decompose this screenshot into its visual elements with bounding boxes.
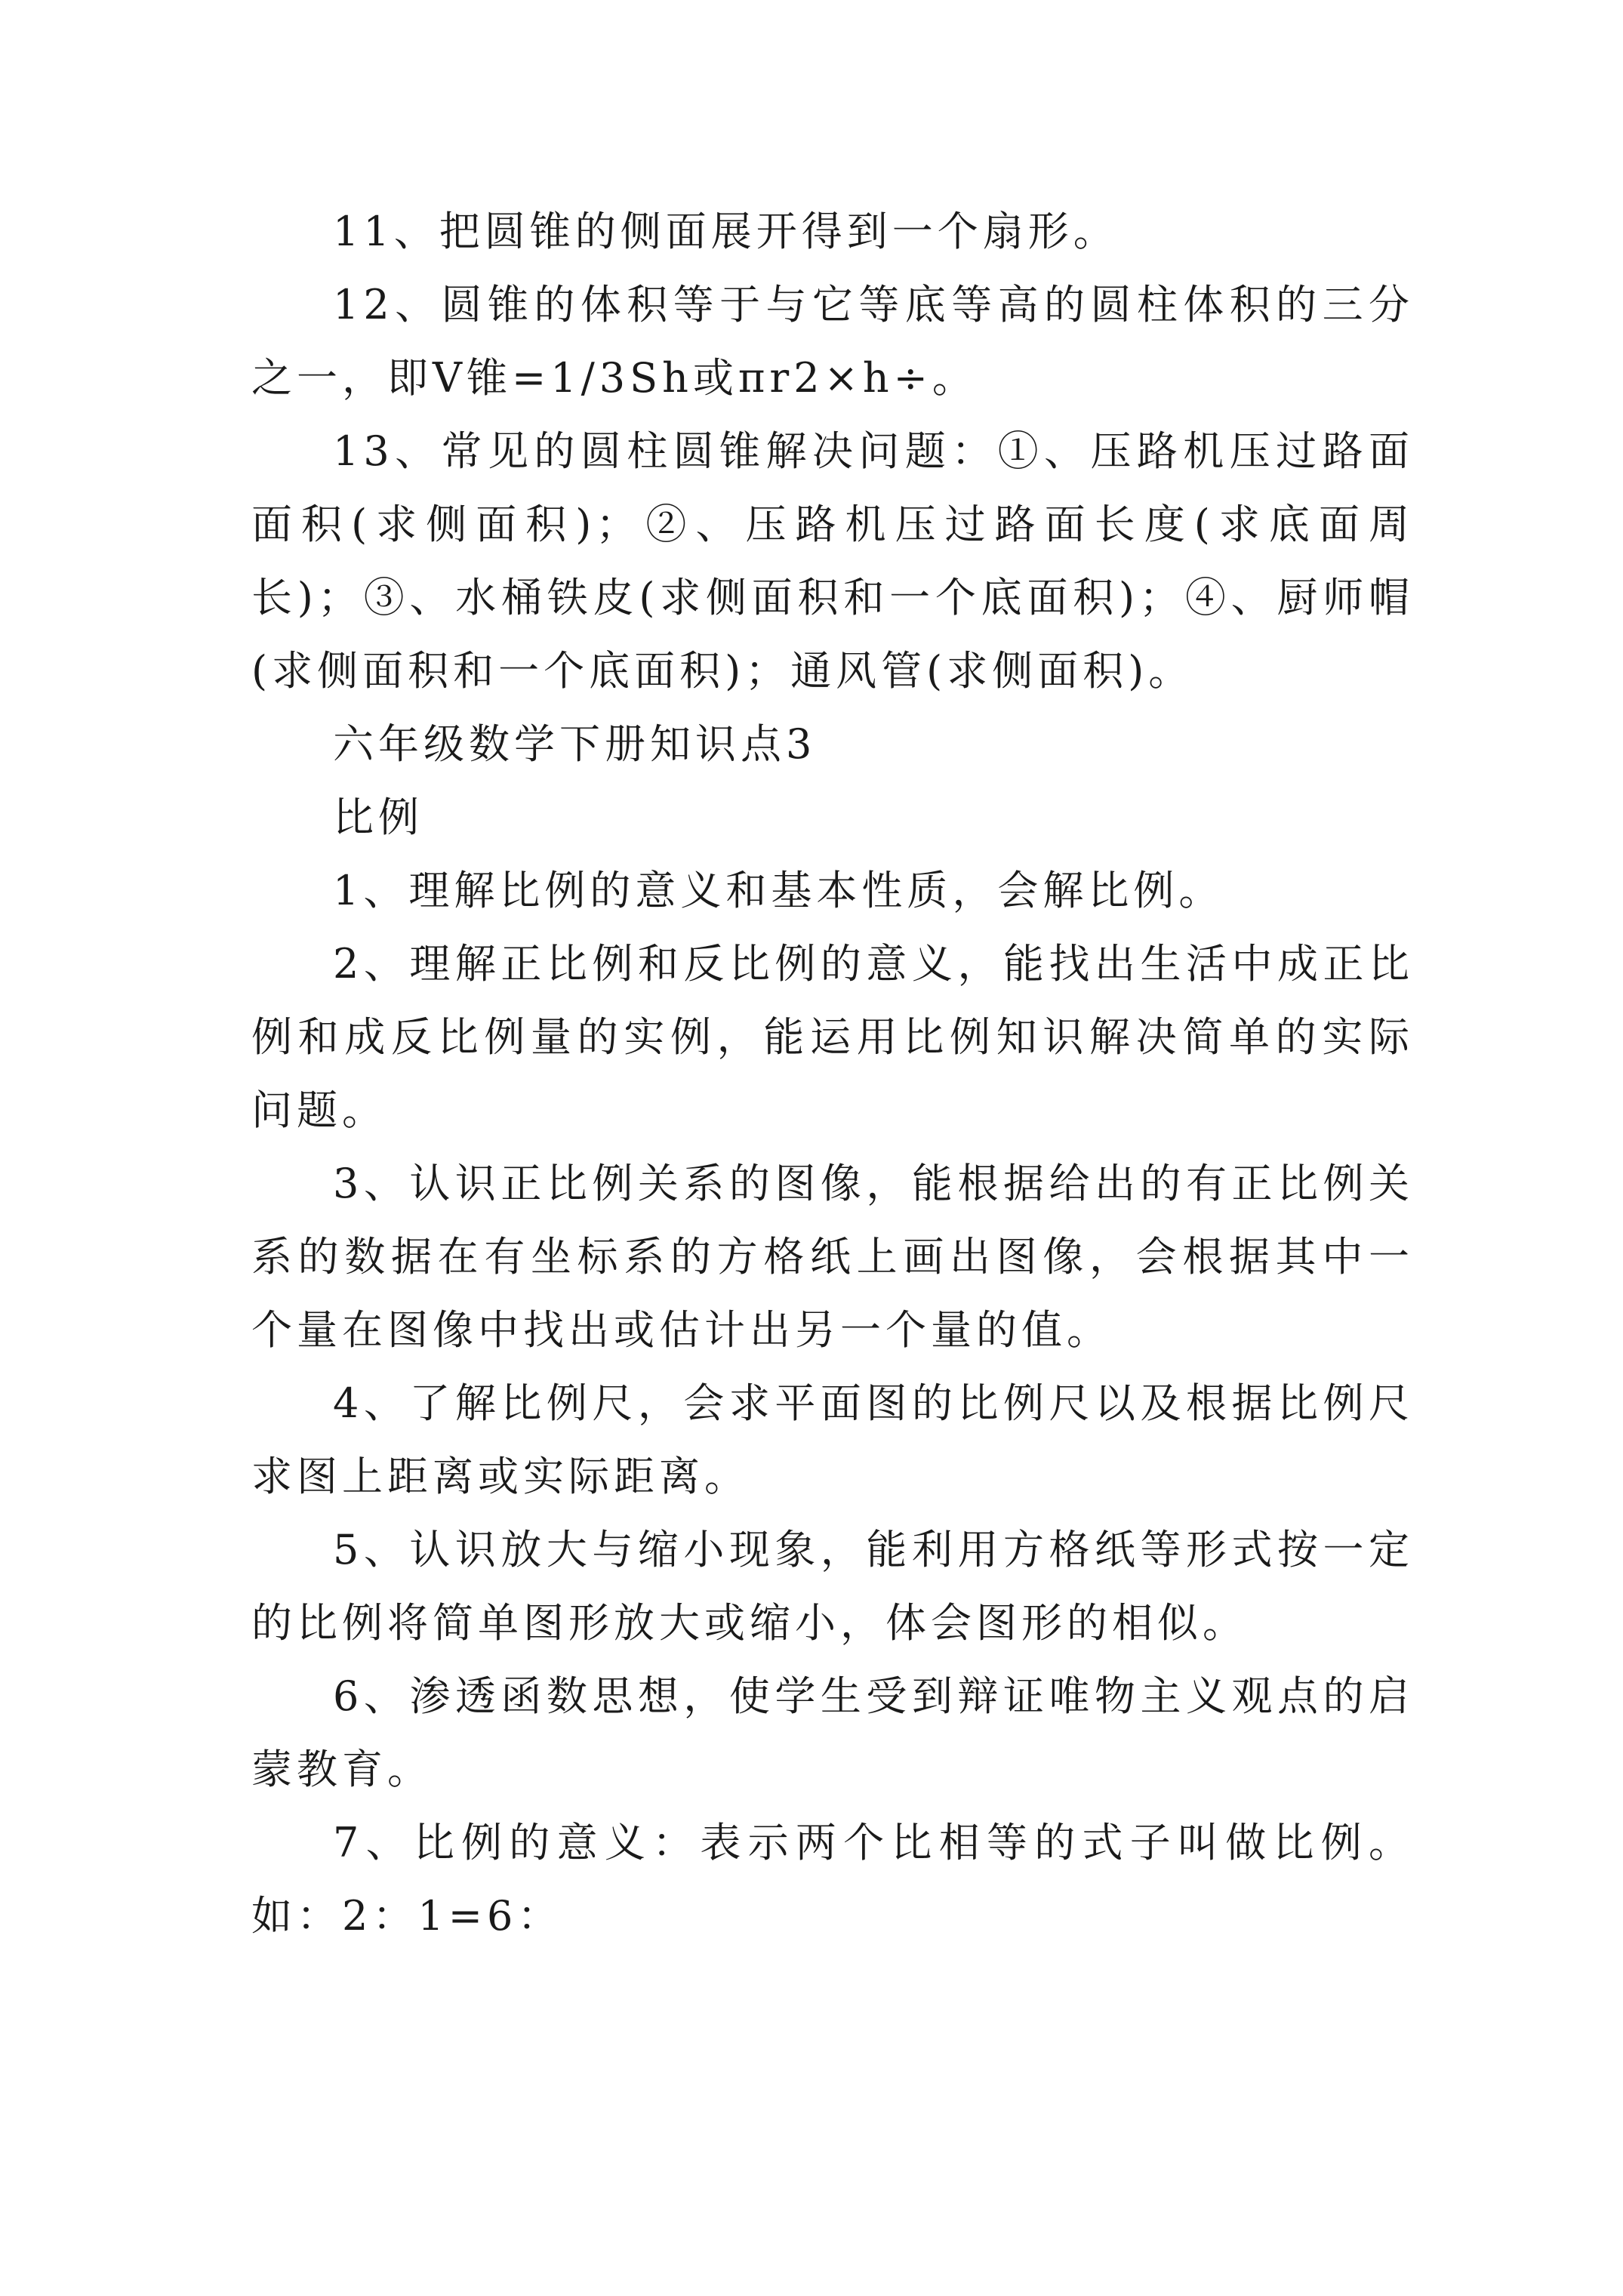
paragraph-3: 3、认识正比例关系的图像，能根据给出的有正比例关系的数据在有坐标系的方格纸上画出图像，会根据其中一个量在图像中找出或估计出另一个量的值。 [251, 1160, 1414, 1354]
paragraph-5: 5、认识放大与缩小现象，能利用方格纸等形式按一定的比例将简单图形放大或缩小，体会图形的相似。 [251, 1526, 1414, 1647]
paragraph-4: 4、了解比例尺，会求平面图的比例尺以及根据比例尺求图上距离或实际距离。 [251, 1379, 1414, 1500]
paragraph-1: 1、理解比例的意义和基本性质，会解比例。 [333, 867, 1224, 914]
section-subheading: 比例 [333, 794, 423, 841]
document-body [251, 195, 1414, 1952]
section-heading: 六年级数学下册知识点3 [333, 720, 817, 768]
paragraph-7: 7、比例的意义：表示两个比相等的式子叫做比例。如：2：1=6： [251, 1819, 1414, 1940]
paragraph-11: 11、把圆锥的侧面展开得到一个扇形。 [333, 208, 1119, 255]
paragraph-6: 6、渗透函数思想，使学生受到辩证唯物主义观点的启蒙教育。 [251, 1672, 1414, 1793]
paragraph-12: 12、圆锥的体积等于与它等底等高的圆柱体积的三分之一，即V锥=1/3Sh或πr2×h÷。 [251, 281, 1414, 402]
paragraph-2: 2、理解正比例和反比例的意义，能找出生活中成正比例和成反比例量的实例，能运用比例知识解决简单的实际问题。 [251, 940, 1414, 1134]
paragraph-13: 13、常见的圆柱圆锥解决问题：①、压路机压过路面面积(求侧面积)；②、压路机压过路面长度(求底面周长)；③、水桶铁皮(求侧面积和一个底面积)；④、厨师帽(求侧面积和一个底面积)；通风管(求侧面积)。 [251, 427, 1414, 695]
